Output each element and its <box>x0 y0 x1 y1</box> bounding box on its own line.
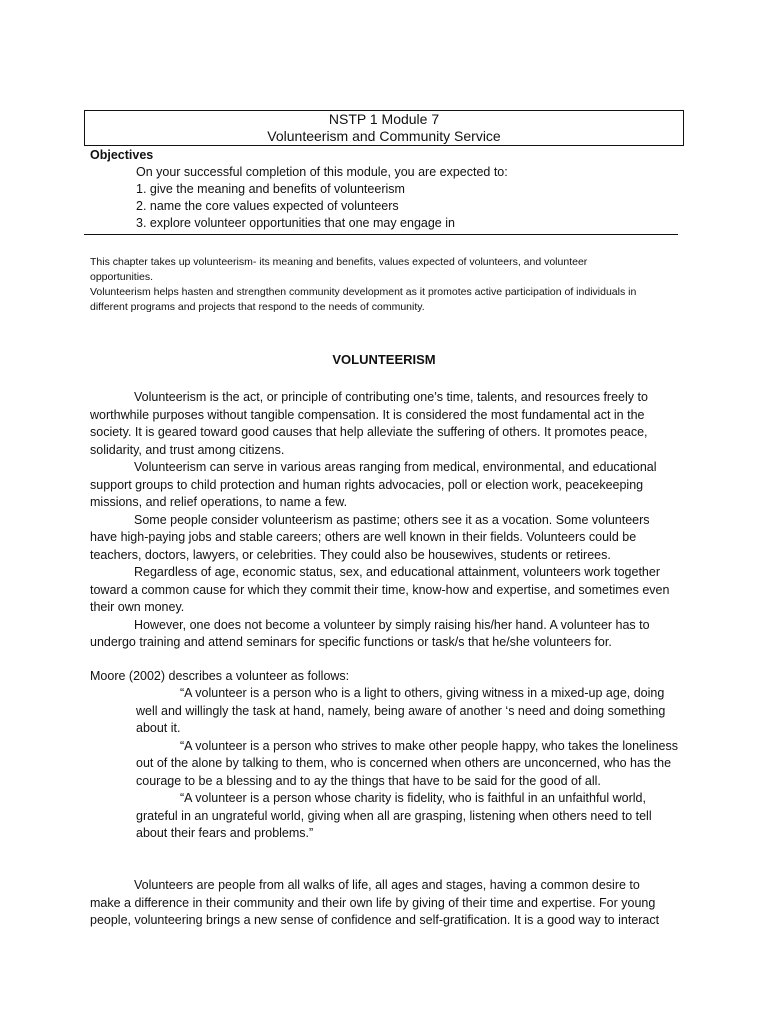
quote-paragraph: “A volunteer is a person who strives to make other people happy, who takes the loneliness out of the alone by talking to them, who is concerned when others are unconcerned, who has the courage to be a blessing and to ay the things that have to be said for the good of all. <box>136 738 678 788</box>
objective-item: 2. name the core values expected of volunteers <box>136 199 399 213</box>
moore-intro: Moore (2002) describes a volunteer as follows: <box>90 669 350 683</box>
module-title: Volunteerism and Community Service <box>267 128 501 144</box>
module-number: NSTP 1 Module 7 <box>328 111 440 127</box>
body-paragraph: Some people consider volunteerism as pastime; others see it as a vocation. Some volunteers have high-paying jobs and stable careers; others are well known in their fields. Volunteers could be teachers, doctors, lawyers, or celebrities. They could also be housewives, students or retirees. <box>90 512 650 562</box>
quote-paragraph: “A volunteer is a person whose charity is fidelity, who is faithful in an unfaithful world, grateful in an ungrateful world, giving when all are grasping, listening when others need to tell about their fears and problems.” <box>136 791 652 840</box>
quote-paragraph: “A volunteer is a person who is a light to others, giving witness in a mixed-up age, doing well and willingly the task at hand, namely, being aware of another ‘s need and doing something about it. <box>136 686 666 735</box>
closing-section <box>90 877 670 930</box>
module-title-box <box>84 110 684 146</box>
objectives-list <box>136 164 508 232</box>
body-paragraph: Regardless of age, economic status, sex, and educational attainment, volunteers work together toward a common cause for which they commit their time, know-how and expertise, and sometimes even their own money. <box>90 565 670 614</box>
body-paragraph: Volunteerism is the act, or principle of contributing one’s time, talents, and resources freely to worthwhile purposes without tangible compensation. It is considered the most fundamental act in the society. It is geared toward good causes that help alleviate the suffering of others. It promotes peace, solidarity, and trust among citizens. <box>90 390 648 457</box>
objective-item: 1. give the meaning and benefits of volunteerism <box>136 182 405 196</box>
body-paragraph: However, one does not become a volunteer by simply raising his/her hand. A volunteer has to undergo training and attend seminars for specific functions or task/s that he/she volunteers for. <box>90 617 650 649</box>
objective-item: 3. explore volunteer opportunities that one may engage in <box>136 216 455 230</box>
section-body <box>90 389 670 652</box>
closing-paragraph: Volunteers are people from all walks of life, all ages and stages, having a common desire to make a difference in their community and their own life by giving of their time and expertise. For young people, volunteering brings a new sense of confidence and self-gratification. It is a good way to interact <box>90 878 660 927</box>
intro-paragraph: Volunteerism helps hasten and strengthen community development as it promotes active participation of individuals in different programs and projects that respond to the needs of community. <box>90 286 637 313</box>
objectives-lead: On your successful completion of this module, you are expected to: <box>136 165 508 179</box>
objectives-heading: Objectives <box>90 148 154 162</box>
section-heading: VOLUNTEERISM <box>332 352 436 367</box>
divider-line <box>84 234 678 235</box>
body-paragraph: Volunteerism can serve in various areas ranging from medical, environmental, and educational support groups to child protection and human rights advocacies, poll or election work, peacekeeping missions, and relief operations, to name a few. <box>90 460 657 509</box>
intro-paragraph: This chapter takes up volunteerism- its meaning and benefits, values expected of volunteers, and volunteer opportunities. <box>90 256 588 283</box>
volunteer-quotes <box>136 685 681 843</box>
chapter-intro <box>90 255 650 315</box>
